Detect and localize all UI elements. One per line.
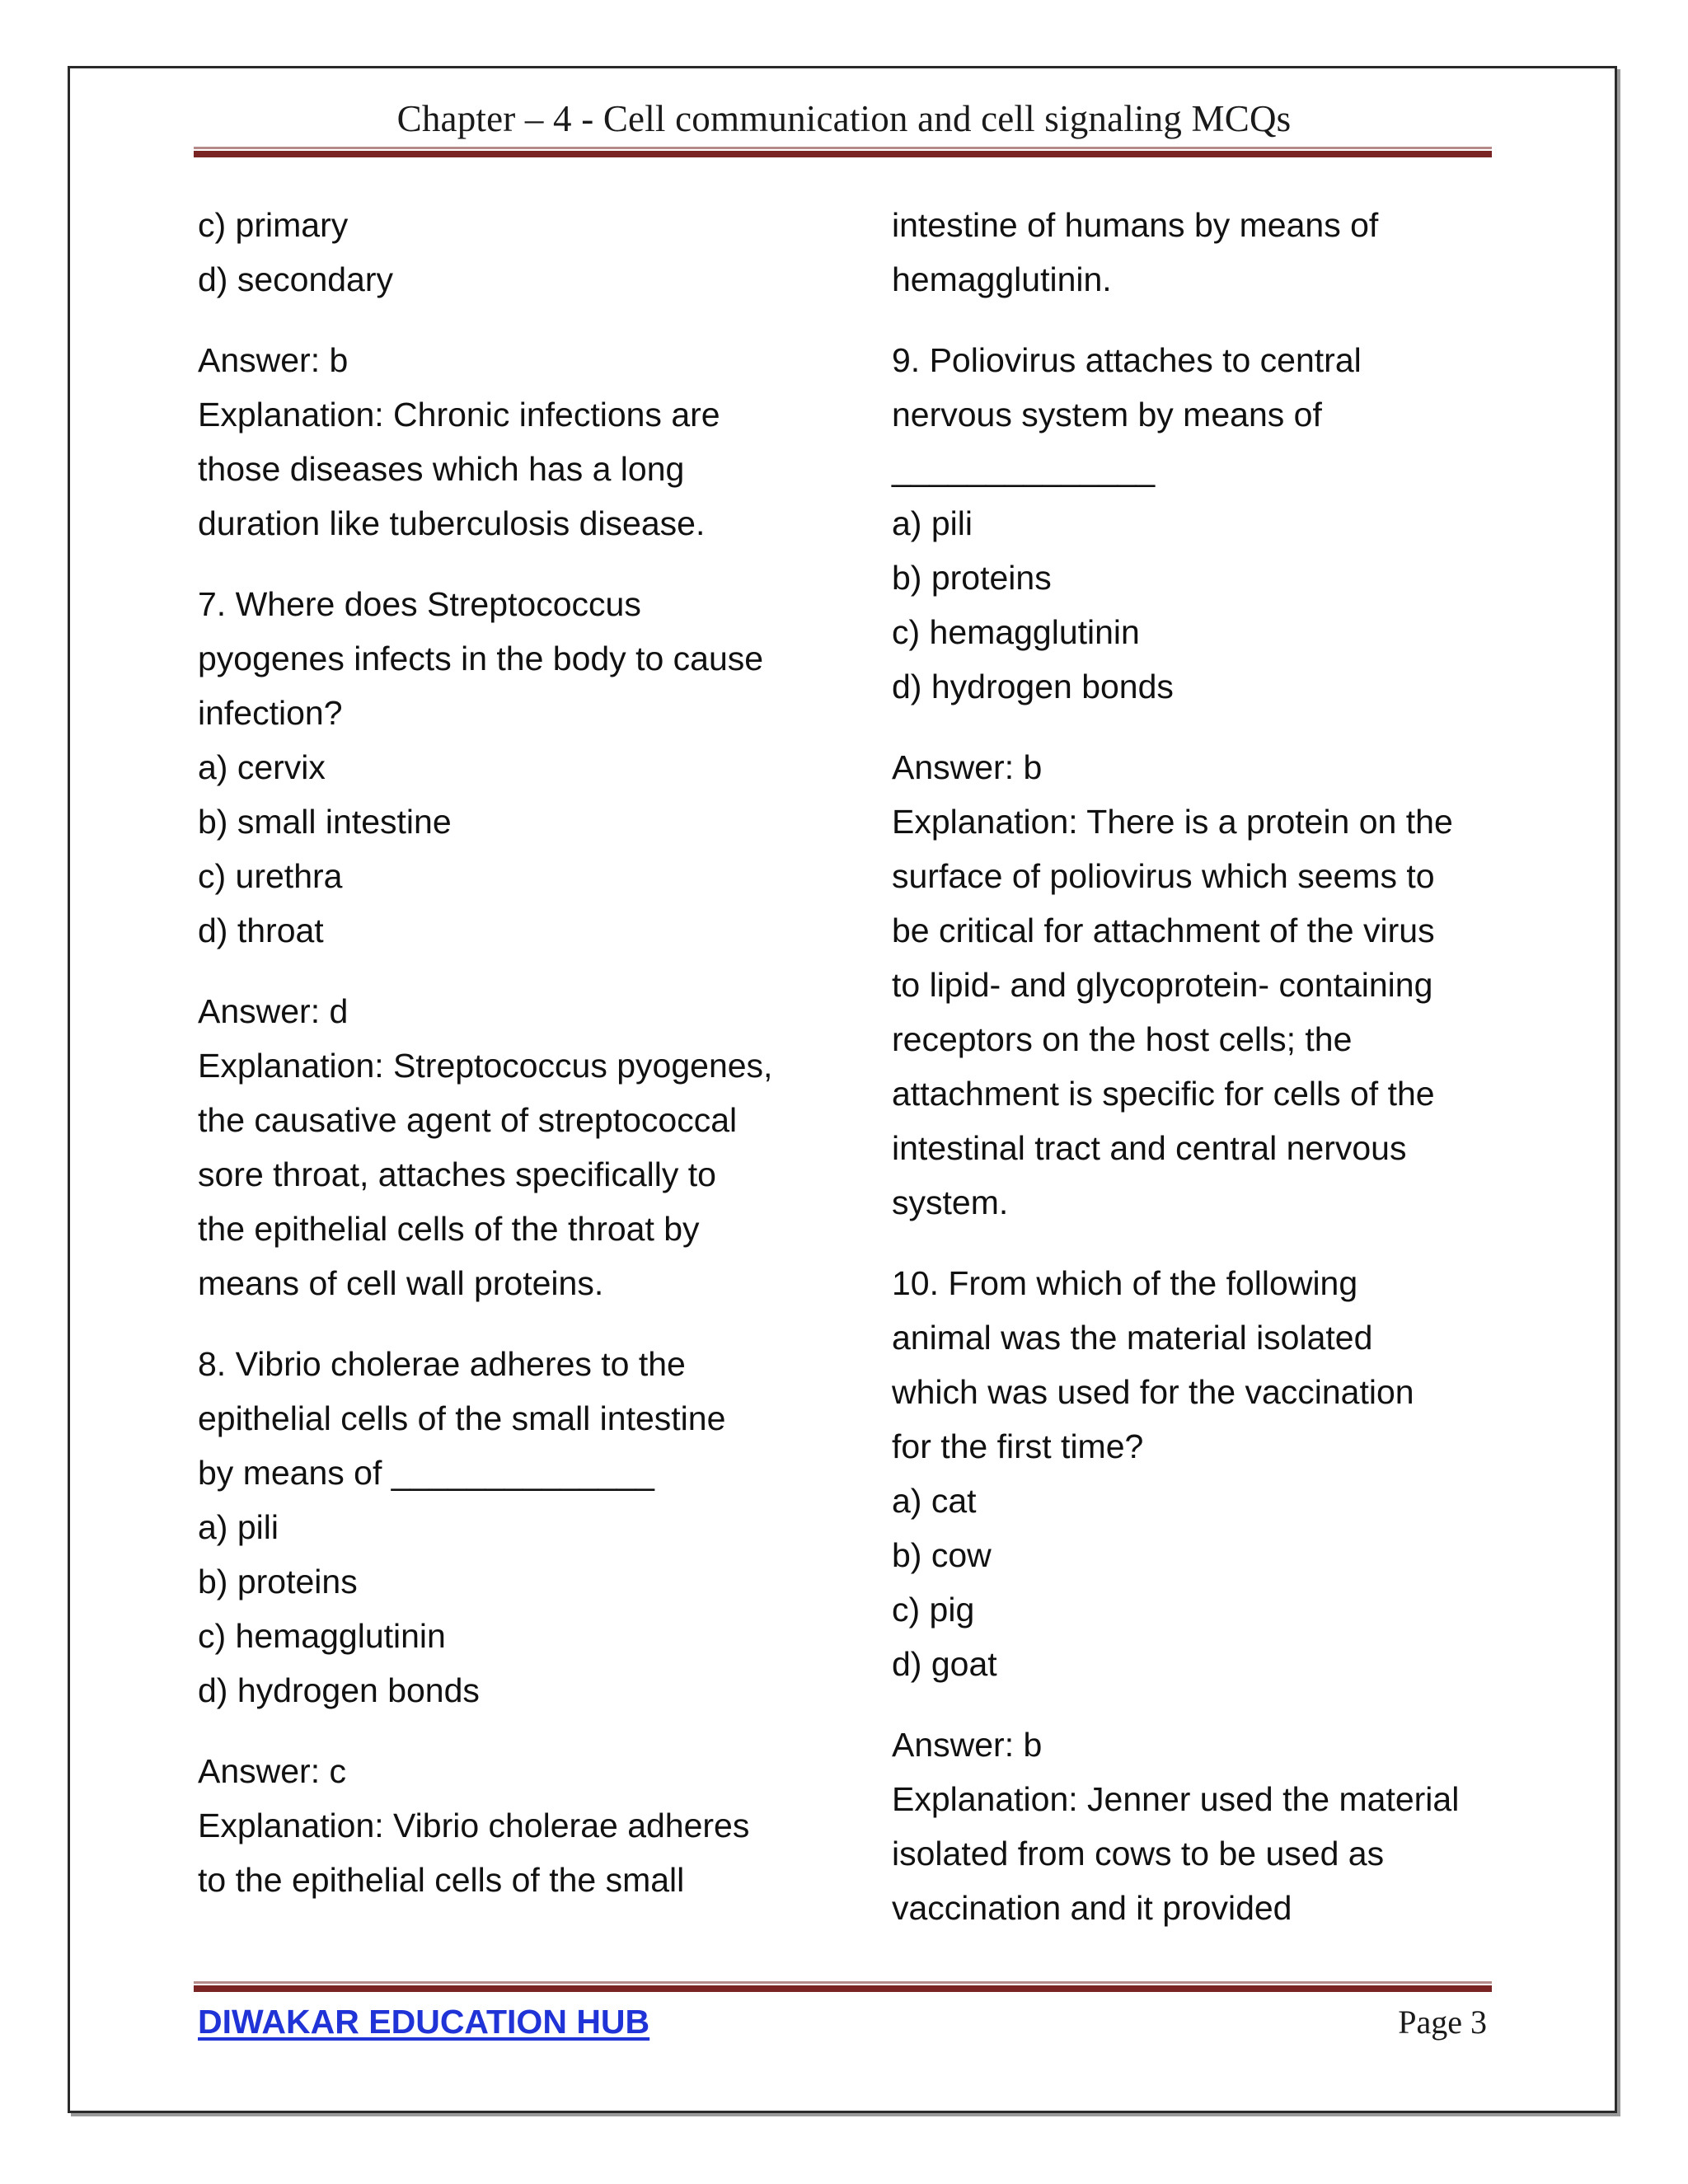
text-line: those diseases which has a long bbox=[198, 450, 685, 488]
footer-brand-link[interactable]: DIWAKAR EDUCATION HUB bbox=[198, 2003, 650, 2041]
text-line: pyogenes infects in the body to cause bbox=[198, 640, 764, 677]
header-rule-thin bbox=[194, 147, 1492, 149]
text-line: epithelial cells of the small intestine bbox=[198, 1399, 726, 1437]
text-line: by means of ______________ bbox=[198, 1454, 654, 1492]
text-line: Answer: b bbox=[892, 1726, 1043, 1764]
text-line: Explanation: Streptococcus pyogenes, bbox=[198, 1047, 773, 1085]
text-line: nervous system by means of bbox=[892, 396, 1322, 434]
left-text-column bbox=[198, 198, 808, 1907]
text-line: d) hydrogen bonds bbox=[892, 668, 1174, 705]
page-header-title: Chapter – 4 - Cell communication and cell signaling MCQs bbox=[396, 98, 1292, 139]
right-text-column bbox=[892, 198, 1502, 1935]
text-line: sore throat, attaches specifically to bbox=[198, 1155, 716, 1193]
text-line: Answer: d bbox=[198, 992, 349, 1030]
text-line: 8. Vibrio cholerae adheres to the bbox=[198, 1345, 686, 1383]
text-line: to lipid- and glycoprotein- containing bbox=[892, 966, 1433, 1004]
text-line: 9. Poliovirus attaches to central bbox=[892, 341, 1362, 379]
text-line: the epithelial cells of the throat by bbox=[198, 1210, 700, 1248]
text-line: a) cat bbox=[892, 1482, 977, 1520]
text-line: which was used for the vaccination bbox=[892, 1373, 1414, 1411]
text-line: surface of poliovirus which seems to bbox=[892, 857, 1435, 895]
text-line: Explanation: Chronic infections are bbox=[198, 396, 720, 434]
text-line: infection? bbox=[198, 694, 343, 732]
footer-rule bbox=[194, 1981, 1492, 1992]
text-line: a) pili bbox=[198, 1508, 279, 1546]
paragraph-gap bbox=[198, 1310, 808, 1337]
text-line: Explanation: Jenner used the material bbox=[892, 1780, 1460, 1818]
text-line: system. bbox=[892, 1183, 1009, 1221]
paragraph-gap bbox=[198, 958, 808, 984]
text-line: d) hydrogen bonds bbox=[198, 1671, 480, 1709]
text-line: Explanation: There is a protein on the bbox=[892, 803, 1453, 841]
text-line: intestinal tract and central nervous bbox=[892, 1129, 1407, 1167]
paragraph-gap bbox=[892, 307, 1502, 333]
footer-rule-thin bbox=[194, 1981, 1492, 1984]
text-line: receptors on the host cells; the bbox=[892, 1020, 1353, 1058]
text-line: means of cell wall proteins. bbox=[198, 1264, 604, 1302]
text-line: c) hemagglutinin bbox=[198, 1617, 446, 1655]
text-line: intestine of humans by means of bbox=[892, 206, 1379, 244]
text-line: hemagglutinin. bbox=[892, 260, 1112, 298]
text-line: 7. Where does Streptococcus bbox=[198, 585, 641, 623]
text-line: isolated from cows to be used as bbox=[892, 1835, 1385, 1872]
text-line: for the first time? bbox=[892, 1427, 1144, 1465]
text-line: be critical for attachment of the virus bbox=[892, 912, 1435, 949]
text-line: attachment is specific for cells of the bbox=[892, 1075, 1435, 1113]
paragraph-gap bbox=[198, 1718, 808, 1744]
text-line: d) secondary bbox=[198, 260, 394, 298]
text-line: b) cow bbox=[892, 1536, 992, 1574]
text-line: 10. From which of the following bbox=[892, 1264, 1358, 1302]
text-line: b) small intestine bbox=[198, 803, 452, 841]
text-line: a) pili bbox=[892, 504, 973, 542]
text-line: c) urethra bbox=[198, 857, 343, 895]
text-line: b) proteins bbox=[198, 1563, 358, 1601]
header-rule bbox=[194, 147, 1492, 157]
text-line: b) proteins bbox=[892, 559, 1052, 597]
paragraph-gap bbox=[892, 1691, 1502, 1718]
paragraph-gap bbox=[198, 551, 808, 577]
text-line: Answer: b bbox=[892, 748, 1043, 786]
text-line: c) pig bbox=[892, 1591, 975, 1629]
footer-rule-thick bbox=[194, 1985, 1492, 1992]
footer-page-number: Page 3 bbox=[1398, 2004, 1487, 2041]
text-line: a) cervix bbox=[198, 748, 326, 786]
text-line: d) throat bbox=[198, 912, 324, 949]
text-line: the causative agent of streptococcal bbox=[198, 1101, 738, 1139]
text-line: c) hemagglutinin bbox=[892, 613, 1140, 651]
text-line: vaccination and it provided bbox=[892, 1889, 1292, 1927]
text-line: Answer: c bbox=[198, 1752, 346, 1790]
header-rule-thick bbox=[194, 151, 1492, 157]
text-line: duration like tuberculosis disease. bbox=[198, 504, 706, 542]
text-line: ______________ bbox=[892, 450, 1156, 488]
text-line: c) primary bbox=[198, 206, 349, 244]
text-line: to the epithelial cells of the small bbox=[198, 1861, 685, 1899]
text-line: Answer: b bbox=[198, 341, 349, 379]
text-line: d) goat bbox=[892, 1645, 997, 1683]
paragraph-gap bbox=[892, 714, 1502, 740]
text-line: Explanation: Vibrio cholerae adheres bbox=[198, 1807, 750, 1844]
paragraph-gap bbox=[198, 307, 808, 333]
paragraph-gap bbox=[892, 1230, 1502, 1256]
text-line: animal was the material isolated bbox=[892, 1319, 1373, 1357]
